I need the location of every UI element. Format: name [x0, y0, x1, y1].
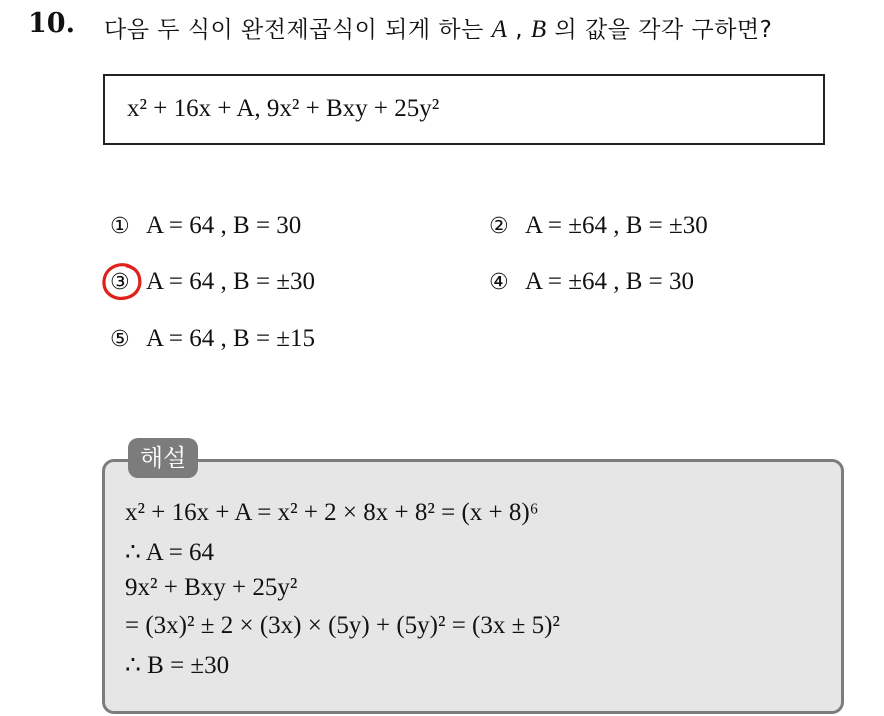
choice-5[interactable] — [110, 325, 315, 353]
given-expression — [127, 95, 439, 123]
choice-3-text: A = 64 , B = ±30 — [146, 268, 316, 295]
solution-line-3: 9x² + Bxy + 25y² — [125, 574, 298, 601]
choice-1[interactable] — [110, 212, 301, 240]
variable-b: B — [530, 16, 547, 43]
solution-tab-label: 해설 — [128, 438, 198, 478]
choice-5-number: ⑤ — [110, 327, 130, 352]
choice-3-number: ③ — [110, 270, 130, 295]
given-expression-box — [103, 74, 825, 145]
given-expression-text: x² + 16x + A, 9x² + Bxy + 25y² — [127, 95, 440, 122]
choice-4-text: A = ±64 , B = 30 — [525, 268, 695, 295]
choice-1-text: A = 64 , B = 30 — [146, 212, 302, 239]
question-text-before: 다음 두 식이 완전제곱식이 되게 하는 — [104, 17, 492, 43]
solution-line-4: = (3x)² ± 2 × (3x) × (5y) + (5y)² = (3x ± 5)² — [125, 612, 560, 639]
question-number: 10. — [28, 8, 75, 39]
choice-4-number: ④ — [489, 270, 509, 295]
solution-line-5: ∴ B = ±30 — [125, 652, 230, 679]
question-text — [104, 11, 772, 44]
solution-line-2: ∴ A = 64 — [125, 539, 215, 566]
question-comma: , — [507, 17, 531, 43]
choice-4[interactable] — [489, 268, 694, 296]
choice-2-text: A = ±64 , B = ±30 — [525, 212, 708, 239]
choice-5-text: A = 64 , B = ±15 — [146, 325, 316, 352]
choice-1-number: ① — [110, 214, 130, 239]
variable-a: A — [491, 16, 508, 43]
choice-2-number: ② — [489, 214, 509, 239]
question-text-after: 의 값을 각각 구하면? — [546, 17, 773, 43]
solution-line-1: x² + 16x + A = x² + 2 × 8x + 8² = (x + 8)⁶ — [125, 499, 539, 526]
choice-2[interactable] — [489, 212, 708, 240]
answer-mark-circle-icon — [101, 262, 143, 302]
